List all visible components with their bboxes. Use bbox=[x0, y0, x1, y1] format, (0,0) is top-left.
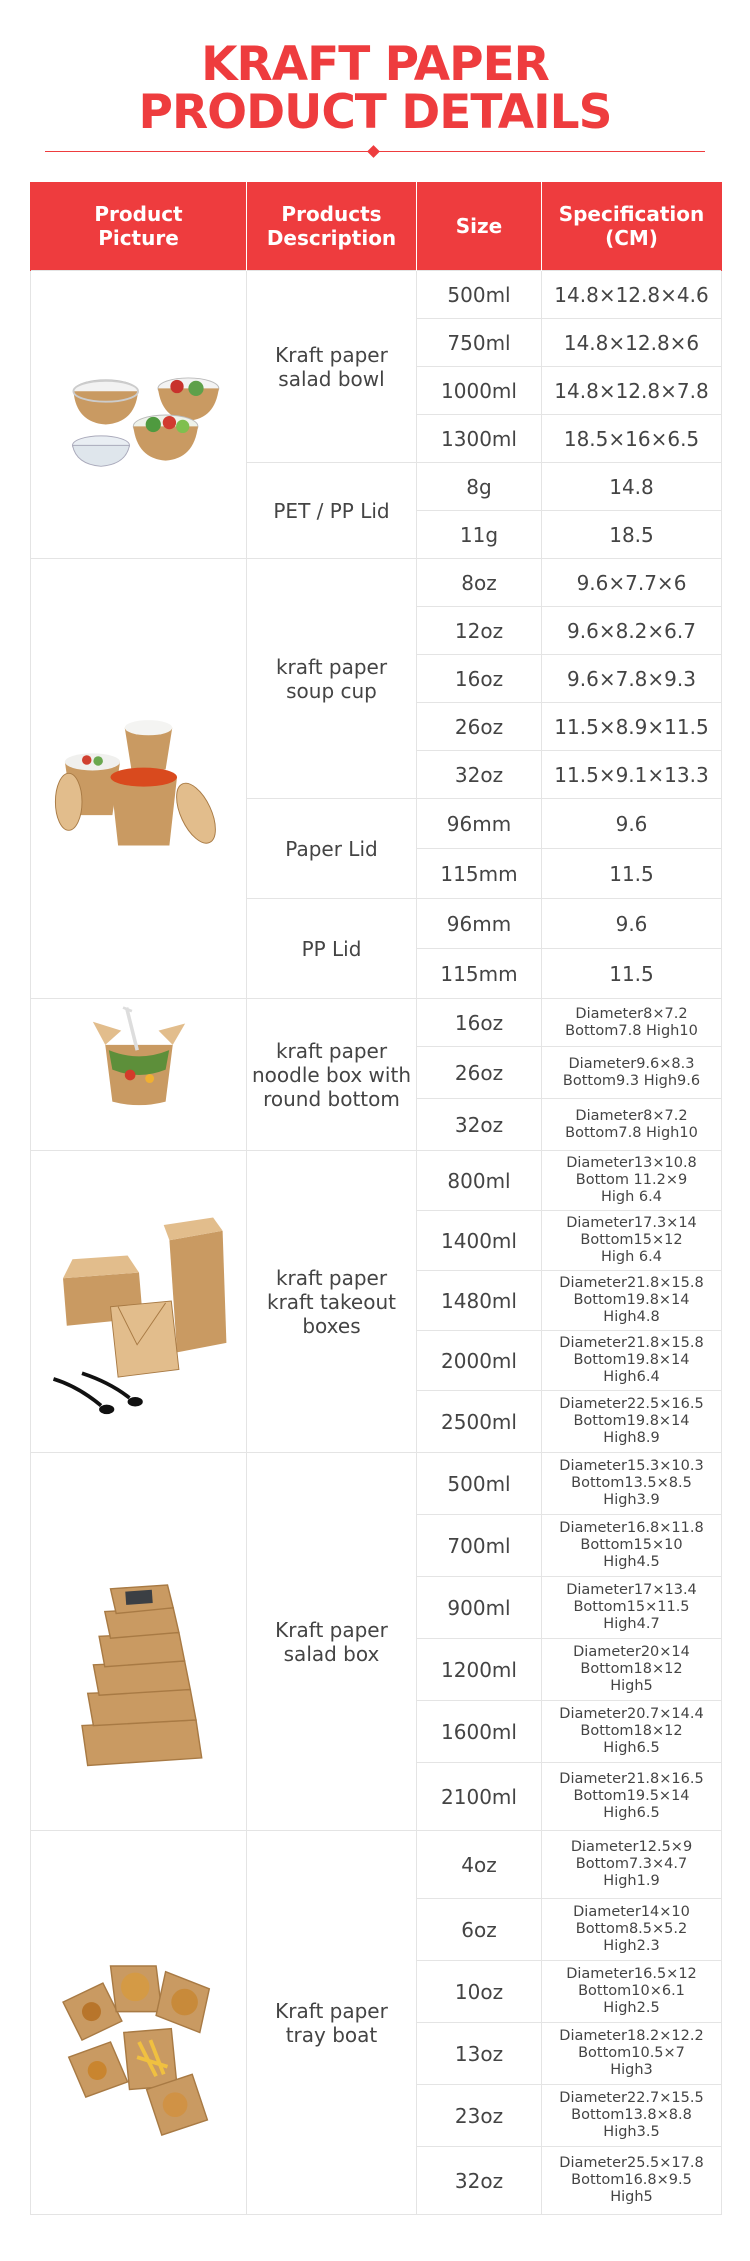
specification-value: Diameter17×13.4 Bottom15×11.5 High4.7 bbox=[542, 1577, 722, 1639]
product-description: PP Lid bbox=[247, 899, 417, 999]
size-value: 8oz bbox=[417, 559, 542, 607]
header-product-picture: Product Picture bbox=[31, 182, 247, 271]
product-description: Paper Lid bbox=[247, 799, 417, 899]
specification-value: Diameter13×10.8 Bottom 11.2×9 High 6.4 bbox=[542, 1151, 722, 1211]
specification-value: Diameter16.5×12 Bottom10×6.1 High2.5 bbox=[542, 1961, 722, 2023]
product-picture-cell bbox=[31, 1831, 247, 2215]
specification-value: 9.6×7.7×6 bbox=[542, 559, 722, 607]
specification-value: Diameter14×10 Bottom8.5×5.2 High2.3 bbox=[542, 1899, 722, 1961]
specification-value: Diameter8×7.2 Bottom7.8 High10 bbox=[542, 999, 722, 1047]
size-value: 13oz bbox=[417, 2023, 542, 2085]
product-description: kraft paper kraft takeout boxes bbox=[247, 1151, 417, 1453]
specification-value: Diameter18.2×12.2 Bottom10.5×7 High3 bbox=[542, 2023, 722, 2085]
specification-value: 14.8×12.8×6 bbox=[542, 319, 722, 367]
header-specification: Specification (CM) bbox=[542, 182, 722, 271]
table-header-row bbox=[31, 182, 722, 271]
salad-boxes-image bbox=[44, 1502, 234, 1782]
specification-value: 18.5×16×6.5 bbox=[542, 415, 722, 463]
size-value: 2100ml bbox=[417, 1763, 542, 1831]
table-row bbox=[31, 271, 722, 319]
product-description: PET / PP Lid bbox=[247, 463, 417, 559]
page-title-line-2: PRODUCT DETAILS bbox=[138, 85, 612, 140]
specification-value: Diameter12.5×9 Bottom7.3×4.7 High1.9 bbox=[542, 1831, 722, 1899]
size-value: 32oz bbox=[417, 751, 542, 799]
size-value: 800ml bbox=[417, 1151, 542, 1211]
table-row bbox=[31, 1151, 722, 1211]
size-value: 1400ml bbox=[417, 1211, 542, 1271]
size-value: 700ml bbox=[417, 1515, 542, 1577]
specification-value: Diameter22.5×16.5 Bottom19.8×14 High8.9 bbox=[542, 1391, 722, 1453]
product-description: kraft paper soup cup bbox=[247, 559, 417, 799]
size-value: 32oz bbox=[417, 2147, 542, 2215]
size-value: 10oz bbox=[417, 1961, 542, 2023]
product-picture-cell bbox=[31, 999, 247, 1151]
product-description: Kraft paper tray boat bbox=[247, 1831, 417, 2215]
specification-value: Diameter21.8×15.8 Bottom19.8×14 High4.8 bbox=[542, 1271, 722, 1331]
specification-value: Diameter16.8×11.8 Bottom15×10 High4.5 bbox=[542, 1515, 722, 1577]
takeout-boxes-image bbox=[44, 1177, 234, 1427]
salad-bowls-image bbox=[44, 335, 234, 495]
specification-value: Diameter8×7.2 Bottom7.8 High10 bbox=[542, 1099, 722, 1151]
specification-value: Diameter21.8×15.8 Bottom19.8×14 High6.4 bbox=[542, 1331, 722, 1391]
size-value: 1000ml bbox=[417, 367, 542, 415]
product-description: Kraft paper salad bowl bbox=[247, 271, 417, 463]
size-value: 26oz bbox=[417, 703, 542, 751]
size-value: 115mm bbox=[417, 849, 542, 899]
specification-value: 9.6×8.2×6.7 bbox=[542, 607, 722, 655]
noodle-box-image bbox=[44, 1004, 234, 1146]
specification-value: Diameter9.6×8.3 Bottom9.3 High9.6 bbox=[542, 1047, 722, 1099]
specification-value: 11.5 bbox=[542, 849, 722, 899]
specification-value: 11.5 bbox=[542, 949, 722, 999]
specification-value: Diameter20×14 Bottom18×12 High5 bbox=[542, 1639, 722, 1701]
specification-value: Diameter21.8×16.5 Bottom19.5×14 High6.5 bbox=[542, 1763, 722, 1831]
header-products-description: Products Description bbox=[247, 182, 417, 271]
specification-value: 11.5×9.1×13.3 bbox=[542, 751, 722, 799]
specification-value: Diameter20.7×14.4 Bottom18×12 High6.5 bbox=[542, 1701, 722, 1763]
size-value: 32oz bbox=[417, 1099, 542, 1151]
tray-boats-image bbox=[44, 1893, 234, 2153]
size-value: 1200ml bbox=[417, 1639, 542, 1701]
size-value: 500ml bbox=[417, 1453, 542, 1515]
table-body bbox=[31, 271, 722, 2215]
specification-value: 9.6 bbox=[542, 799, 722, 849]
table-row bbox=[31, 1831, 722, 1899]
size-value: 26oz bbox=[417, 1047, 542, 1099]
specification-value: Diameter15.3×10.3 Bottom13.5×8.5 High3.9 bbox=[542, 1453, 722, 1515]
size-value: 1480ml bbox=[417, 1271, 542, 1331]
divider-diamond-ornament bbox=[367, 145, 380, 158]
specification-value: 14.8×12.8×7.8 bbox=[542, 367, 722, 415]
soup-cups-image bbox=[44, 699, 234, 859]
size-value: 2500ml bbox=[417, 1391, 542, 1453]
specification-value: 9.6 bbox=[542, 899, 722, 949]
size-value: 16oz bbox=[417, 655, 542, 703]
product-picture-cell bbox=[31, 271, 247, 559]
size-value: 900ml bbox=[417, 1577, 542, 1639]
specification-value: 11.5×8.9×11.5 bbox=[542, 703, 722, 751]
product-picture-cell bbox=[31, 1453, 247, 1831]
header-size: Size bbox=[417, 182, 542, 271]
size-value: 96mm bbox=[417, 899, 542, 949]
product-description: kraft paper noodle box with round bottom bbox=[247, 999, 417, 1151]
specification-value: Diameter22.7×15.5 Bottom13.8×8.8 High3.5 bbox=[542, 2085, 722, 2147]
table-row bbox=[31, 559, 722, 607]
specification-value: Diameter17.3×14 Bottom15×12 High 6.4 bbox=[542, 1211, 722, 1271]
product-description: Kraft paper salad box bbox=[247, 1453, 417, 1831]
product-picture-cell bbox=[31, 1151, 247, 1453]
specification-value: 9.6×7.8×9.3 bbox=[542, 655, 722, 703]
page-title-line-1: KRAFT PAPER bbox=[201, 37, 549, 92]
product-picture-cell bbox=[31, 559, 247, 999]
size-value: 8g bbox=[417, 463, 542, 511]
specification-value: Diameter25.5×17.8 Bottom16.8×9.5 High5 bbox=[542, 2147, 722, 2215]
size-value: 1300ml bbox=[417, 415, 542, 463]
size-value: 115mm bbox=[417, 949, 542, 999]
size-value: 500ml bbox=[417, 271, 542, 319]
product-details-table bbox=[30, 182, 722, 2215]
size-value: 6oz bbox=[417, 1899, 542, 1961]
size-value: 1600ml bbox=[417, 1701, 542, 1763]
size-value: 23oz bbox=[417, 2085, 542, 2147]
size-value: 4oz bbox=[417, 1831, 542, 1899]
specification-value: 18.5 bbox=[542, 511, 722, 559]
table-row bbox=[31, 999, 722, 1047]
specification-value: 14.8×12.8×4.6 bbox=[542, 271, 722, 319]
size-value: 11g bbox=[417, 511, 542, 559]
table-row bbox=[31, 1453, 722, 1515]
size-value: 750ml bbox=[417, 319, 542, 367]
size-value: 2000ml bbox=[417, 1331, 542, 1391]
size-value: 16oz bbox=[417, 999, 542, 1047]
specification-value: 14.8 bbox=[542, 463, 722, 511]
size-value: 12oz bbox=[417, 607, 542, 655]
size-value: 96mm bbox=[417, 799, 542, 849]
